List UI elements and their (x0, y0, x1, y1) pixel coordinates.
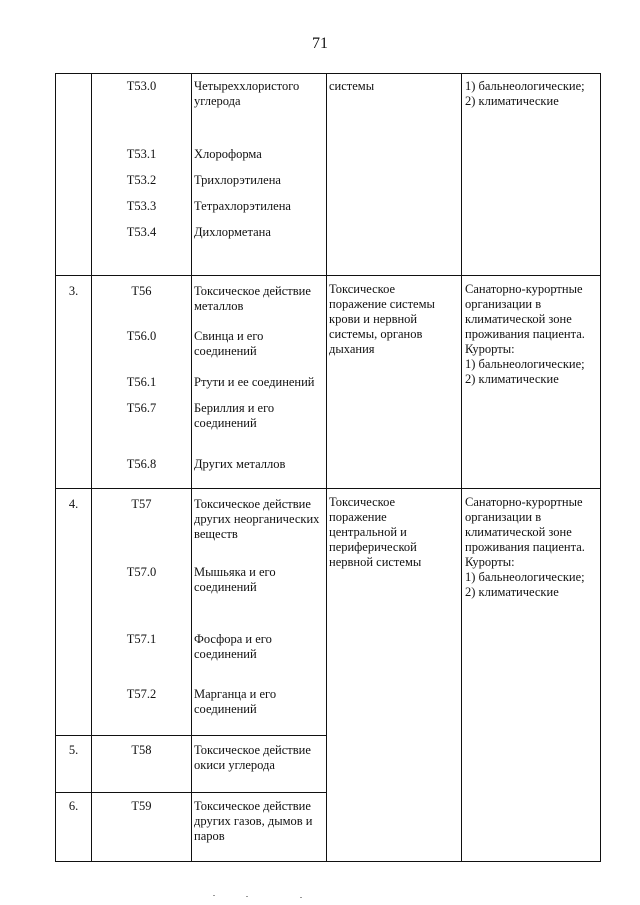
code-cell: T57 (131, 497, 152, 511)
sub-code: T57.2 (126, 687, 157, 701)
name-cell: Токсическое действие других газов, дымов и паров (194, 799, 313, 843)
row-divider (55, 735, 327, 736)
sub-name: Свинца и его соединений (194, 329, 264, 358)
sub-name: Бериллия и его соединений (194, 401, 275, 430)
code-cell: T53.0 (126, 79, 157, 93)
sub-name: Дихлорметана (194, 225, 271, 239)
code-cell: T59 (131, 799, 152, 813)
sub-code: T53.4 (126, 225, 157, 239)
row-divider (55, 275, 601, 276)
resorts-cell: 1) бальнеологические; 2) климатические (465, 79, 585, 108)
name-cell: Токсическое действие окиси углерода (194, 743, 311, 772)
row-number: 5. (68, 743, 79, 757)
sub-name: Хлороформа (194, 147, 262, 161)
sub-code: T56.7 (126, 401, 157, 415)
sub-code: T56.0 (126, 329, 157, 343)
row-number: 3. (68, 284, 79, 298)
table-border-bottom (55, 861, 601, 862)
scan-speck (300, 897, 302, 898)
column-divider-pathology (461, 73, 462, 862)
name-cell: Токсическое действие металлов (194, 284, 311, 313)
sub-code: T57.0 (126, 565, 157, 579)
row-number: 4. (68, 497, 79, 511)
sub-code: T53.1 (126, 147, 157, 161)
name-cell: Токсическое действие других неорганических веществ (194, 497, 320, 541)
pathology-cell: системы (329, 79, 375, 93)
sub-code: T56.8 (126, 457, 157, 471)
page-number: 71 (312, 35, 328, 52)
scan-speck (246, 896, 248, 897)
sub-code: T57.1 (126, 632, 157, 646)
resorts-cell: Санаторно-курортные организации в климатической зоне проживания пациента. Курорты: 1) бальнеологические; 2) климатические (465, 282, 585, 386)
name-cell: Четыреххлористого углерода (194, 79, 300, 108)
sub-name: Марганца и его соединений (194, 687, 277, 716)
resorts-cell: Санаторно-курортные организации в климатической зоне проживания пациента. Курорты: 1) бальнеологические; 2) климатические (465, 495, 585, 599)
pathology-cell: Токсическое поражение центральной и периферической нервной системы (329, 495, 422, 569)
sub-code: T53.3 (126, 199, 157, 213)
table-border-top (55, 73, 601, 74)
row-divider (55, 488, 601, 489)
sub-name: Ртути и ее соединений (194, 375, 315, 389)
sub-name: Трихлорэтилена (194, 173, 281, 187)
table-border-right (600, 73, 601, 862)
sub-name: Мышьяка и его соединений (194, 565, 276, 594)
row-divider (55, 792, 327, 793)
code-cell: T56 (131, 284, 152, 298)
column-divider-code (191, 73, 192, 862)
column-divider-name (326, 73, 327, 862)
row-number: 6. (68, 799, 79, 813)
sub-code: T56.1 (126, 375, 157, 389)
sub-code: T53.2 (126, 173, 157, 187)
sub-name: Тетрахлорэтилена (194, 199, 291, 213)
sub-name: Других металлов (194, 457, 286, 471)
scan-speck (213, 895, 215, 896)
code-cell: T58 (131, 743, 152, 757)
pathology-cell: Токсическое поражение системы крови и нервной системы, органов дыхания (329, 282, 435, 356)
sub-name: Фосфора и его соединений (194, 632, 272, 661)
